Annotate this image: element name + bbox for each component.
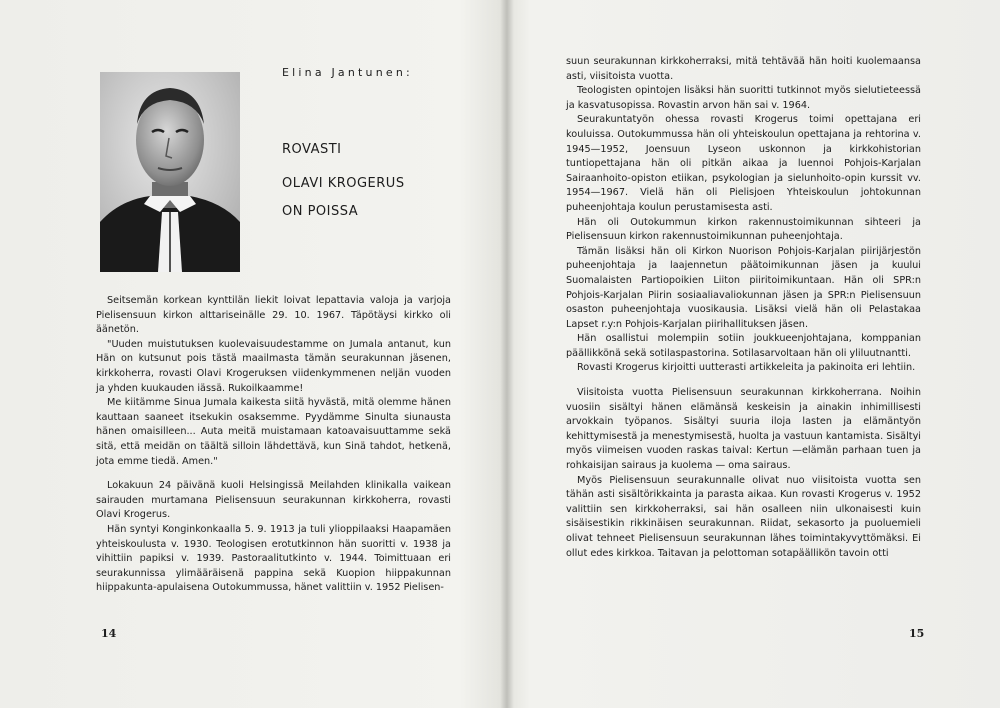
paragraph: Rovasti Krogerus kirjoitti uutterasti artikkeleita ja pakinoita eri lehtiin. <box>577 362 916 374</box>
portrait-photo <box>100 72 240 272</box>
paragraph: "Uuden muistutuksen kuolevaisuudestamme on Jumala antanut, kun Hän on kutsunut pois tästä maailmasta tämän seurakunnan jäsenen, kirkkoherra, rovasti Olavi Krogeruksen viidenkymmenen neljän vuoden ja yhden kuukauden iässä. Rukoilkaamme! <box>96 338 451 394</box>
right-page <box>510 0 1000 708</box>
paragraph: Hän osallistui molempiin sotiin joukkueenjohtajana, komppanian päällikkönä sekä sotilaspastorina. Sotilasarvoltaan hän oli yliluutnantti. <box>566 333 921 359</box>
right-body-text <box>566 55 921 561</box>
article-title-line-1: ROVASTI <box>282 142 342 157</box>
article-title-line-2: OLAVI KROGERUS <box>282 176 405 191</box>
page-number-right: 15 <box>909 627 925 640</box>
paragraph: Me kiitämme Sinua Jumala kaikesta siitä hyvästä, mitä olemme hänen kauttaan saaneet itsekukin osaksemme. Pyydämme Sinulta siunausta hänen omaisilleen... Auta meitä muistamaan katoavaisuuttamme sekä sitä, että meidän on täältä silloin lähdettävä, kun Sinä tahdot, hetkenä, jota emme tiedä. Amen." <box>96 397 451 467</box>
paragraph: Lokakuun 24 päivänä kuoli Helsingissä Meilahden klinikalla vaikean sairauden murtamana Pielisensuun seurakunnan kirkkoherra, rovasti Olavi Krogerus. <box>96 480 451 521</box>
left-body-text <box>96 294 451 596</box>
paragraph: Seitsemän korkean kynttilän liekit loivat lepattavia valoja ja varjoja Pielisensuun kirkon alttariseinälle 29. 10. 1967. Täpötäysi kirkko oli äänetön. <box>96 295 451 336</box>
paragraph: Viisitoista vuotta Pielisensuun seurakunnan kirkkoherrana. Noihin vuosiin sisältyi hänen elämänsä keskeisin ja ainakin inhimillisesti arvokkain työpanos. Sisältyi suuria iloja lasten ja elämäntyön kehittymisestä ja menestymisestä, huolta ja vastuun kantamista. Sisältyi myös viimeisen vuoden raskas taival: Kertun —elämän parhaan tuen ja rohkaisijan sairaus ja kuolema — oma sairaus. <box>566 387 921 472</box>
paragraph: Seurakuntatyön ohessa rovasti Krogerus toimi opettajana eri kouluissa. Outokummussa hän oli yhteiskoulun opettajana ja rehtorina v. 1945—1952, Joensuun Lyseon uskonnon ja kirkkohistorian tuntiopettajana hän oli pitkän aikaa ja luennoi Pohjois-Karjalan Sairaanhoito-opiston etiikan, psykologian ja sielunhoito-opin kurssit vv. 1954—1967. Vielä hän oli Pielisjoen Yhteiskoulun johtokunnan puheenjohtaja koulun perustamisesta asti. <box>566 114 921 213</box>
article-title-line-3: ON POISSA <box>282 204 359 219</box>
author-byline: Elina Jantunen: <box>282 66 413 79</box>
paragraph: Teologisten opintojen lisäksi hän suoritti tutkinnot myös sielutieteessä ja kasvatusopissa. Rovastin arvon hän sai v. 1964. <box>566 85 921 111</box>
paragraph: Hän oli Outokummun kirkon rakennustoimikunnan sihteeri ja Pielisensuun kirkon rakennustoimikunnan puheenjohtaja. <box>566 216 921 243</box>
paragraph: Hän syntyi Konginkonkaalla 5. 9. 1913 ja tuli ylioppilaaksi Haapamäen yhteiskoulusta v. 1930. Teologisen erotutkinnon hän suoritti v. 1938 ja vihittiin papiksi v. 1939. Pastoraalitutkinto v. 1944. Toimittuaan eri seurakunnissa ylimääräisenä pappina sekä Kuopion hiippakunnan hiippakunta-apulaisena Outokummussa, hänet valittiin v. 1952 Pielisen- <box>96 523 451 594</box>
paragraph: Myös Pielisensuun seurakunnalle olivat nuo viisitoista vuotta sen tähän asti sisältörikkainta ja parasta aikaa. Kun rovasti Krogerus v. 1952 valittiin sen kirkkoherraksi, sai hän osalleen niin ulkonaisesti kuin sisäisestikin rikkinäisen seurakunnan. Riidat, sekasorto ja puoluemieli olivat tehneet Pielisensuun seurakunnan lähes toimintakyvyttömäksi. Ei ollut edes kirkkoa. Taitavan ja pelottoman sotapäällikön tavoin otti <box>566 474 921 559</box>
page-number-left: 14 <box>101 627 117 640</box>
paragraph: Tämän lisäksi hän oli Kirkon Nuorison Pohjois-Karjalan piirijärjestön puheenjohtaja ja laajennetun päätoimikunnan jäsen ja kuului Suomalaisten Partiopoikien Liiton piiritoimikuntaan. Hän oli SPR:n Pohjois-Karjalan Piirin sosiaaliavaliokunnan jäsen ja SPR:n Pielisensuun osaston puheenjohtaja vuosikausia. Lisäksi vielä hän oli Pelastakaa Lapset r.y:n Pohjois-Karjalan piirihallituksen jäsen. <box>566 245 921 330</box>
paragraph: suun seurakunnan kirkkoherraksi, mitä tehtävää hän hoiti kuolemaansa asti, viisitoista vuotta. <box>566 56 921 82</box>
